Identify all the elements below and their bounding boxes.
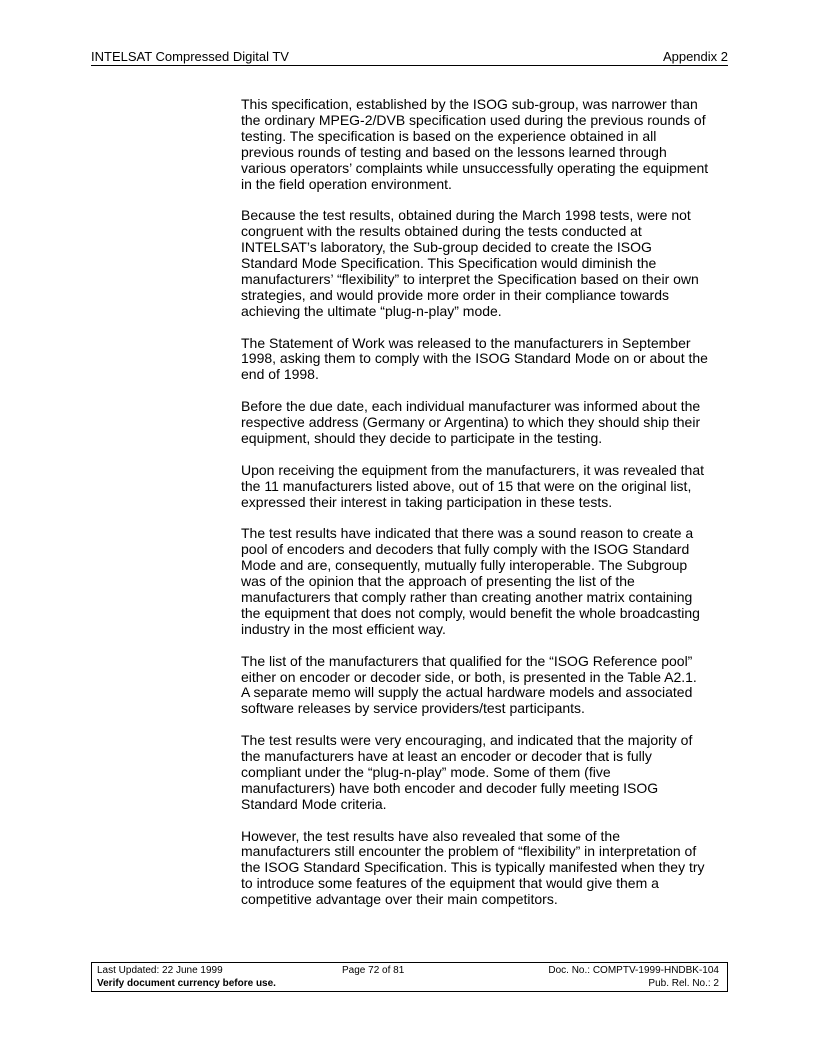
text-line: Mode and are, consequently, mutually fully interoperable. The Subgroup xyxy=(241,557,688,574)
text-line: Standard Mode Specification. This Specification would diminish the xyxy=(241,255,657,272)
text-line: The Statement of Work was released to the manufacturers in September xyxy=(241,334,691,351)
paragraph xyxy=(241,526,731,637)
text-line: manufacturers’ “flexibility” to interpret the Specification based on their own xyxy=(241,270,699,287)
text-line: Because the test results, obtained during the March 1998 tests, were not xyxy=(241,207,691,224)
paragraph xyxy=(241,336,731,384)
currency-notice: Verify document currency before use. xyxy=(97,978,276,989)
text-line: strategies, and would provide more order in their compliance towards xyxy=(241,286,669,303)
paragraph xyxy=(241,208,731,319)
paragraph xyxy=(241,733,731,813)
publication-release: Pub. Rel. No.: 2 xyxy=(648,978,719,989)
text-line: Before the due date, each individual manufacturer was informed about the xyxy=(241,398,701,415)
text-line: the ISOG Standard Specification. This is typically manifested when they try xyxy=(241,859,705,876)
text-line: expressed their interest in taking participation in these tests. xyxy=(241,493,613,510)
page-header xyxy=(91,48,728,66)
text-line: compliant under the “plug-n-play” mode. Some of them (five xyxy=(241,763,611,780)
text-line: INTELSAT’s laboratory, the Sub-group decided to create the ISOG xyxy=(241,239,652,256)
text-line: The test results have indicated that there was a sound reason to create a xyxy=(241,525,694,542)
page-footer xyxy=(91,962,728,992)
text-line: software releases by service providers/test participants. xyxy=(241,700,585,717)
document-title: INTELSAT Compressed Digital TV xyxy=(91,49,289,64)
text-line: the 11 manufacturers listed above, out of 15 that were on the original list, xyxy=(241,477,692,494)
section-label: Appendix 2 xyxy=(662,49,728,64)
text-line: equipment, should they decide to participate in the testing. xyxy=(241,429,603,446)
text-line: to introduce some features of the equipment that would give them a xyxy=(241,875,659,892)
page-number: Page 72 of 81 xyxy=(342,965,405,976)
text-line: was of the opinion that the approach of presenting the list of the xyxy=(241,573,635,590)
text-line: achieving the ultimate “plug-n-play” mode. xyxy=(241,302,502,319)
text-line: Upon receiving the equipment from the manufacturers, it was revealed that xyxy=(241,461,705,478)
last-updated: Last Updated: 22 June 1999 xyxy=(97,965,223,976)
paragraph xyxy=(241,97,731,192)
text-line: the equipment that does not comply, would benefit the whole broadcasting xyxy=(241,604,700,621)
text-line: manufacturers) have both encoder and decoder fully meeting ISOG xyxy=(241,779,659,796)
text-line: manufacturers that comply rather than creating another matrix containing xyxy=(241,589,693,606)
text-line: in the field operation environment. xyxy=(241,175,452,192)
text-line: pool of encoders and decoders that fully comply with the ISOG Standard xyxy=(241,541,690,558)
text-line: competitive advantage over their main competitors. xyxy=(241,891,558,908)
text-line: manufacturers still encounter the problem of “flexibility” in interpretation of xyxy=(241,843,697,860)
text-line: Standard Mode criteria. xyxy=(241,795,387,812)
text-line: the ordinary MPEG-2/DVB specification used during the previous rounds of xyxy=(241,111,706,128)
paragraph xyxy=(241,829,731,909)
text-line: A separate memo will supply the actual hardware models and associated xyxy=(241,684,693,701)
text-line: 1998, asking them to comply with the ISOG Standard Mode on or about the xyxy=(241,350,708,367)
text-line: various operators’ complaints while unsuccessfully operating the equipment xyxy=(241,159,709,176)
document-number: Doc. No.: COMPTV-1999-HNDBK-104 xyxy=(548,965,719,976)
text-line: industry in the most efficient way. xyxy=(241,620,446,637)
text-line: congruent with the results obtained during the tests conducted at xyxy=(241,223,642,240)
text-line: The test results were very encouraging, and indicated that the majority of xyxy=(241,732,693,749)
body-text xyxy=(241,97,731,924)
text-line: end of 1998. xyxy=(241,366,319,383)
text-line: previous rounds of testing and based on the lessons learned through xyxy=(241,143,667,160)
paragraph xyxy=(241,399,731,447)
text-line: respective address (Germany or Argentina) to which they should ship their xyxy=(241,414,701,431)
text-line: the manufacturers have at least an encoder or decoder that is fully xyxy=(241,748,652,765)
paragraph xyxy=(241,654,731,718)
text-line: The list of the manufacturers that qualified for the “ISOG Reference pool” xyxy=(241,652,693,669)
text-line: testing. The specification is based on the experience obtained in all xyxy=(241,127,657,144)
text-line: either on encoder or decoder side, or both, is presented in the Table A2.1. xyxy=(241,668,697,685)
paragraph xyxy=(241,463,731,511)
text-line: However, the test results have also revealed that some of the xyxy=(241,827,620,844)
text-line: This specification, established by the ISOG sub-group, was narrower than xyxy=(241,96,698,112)
